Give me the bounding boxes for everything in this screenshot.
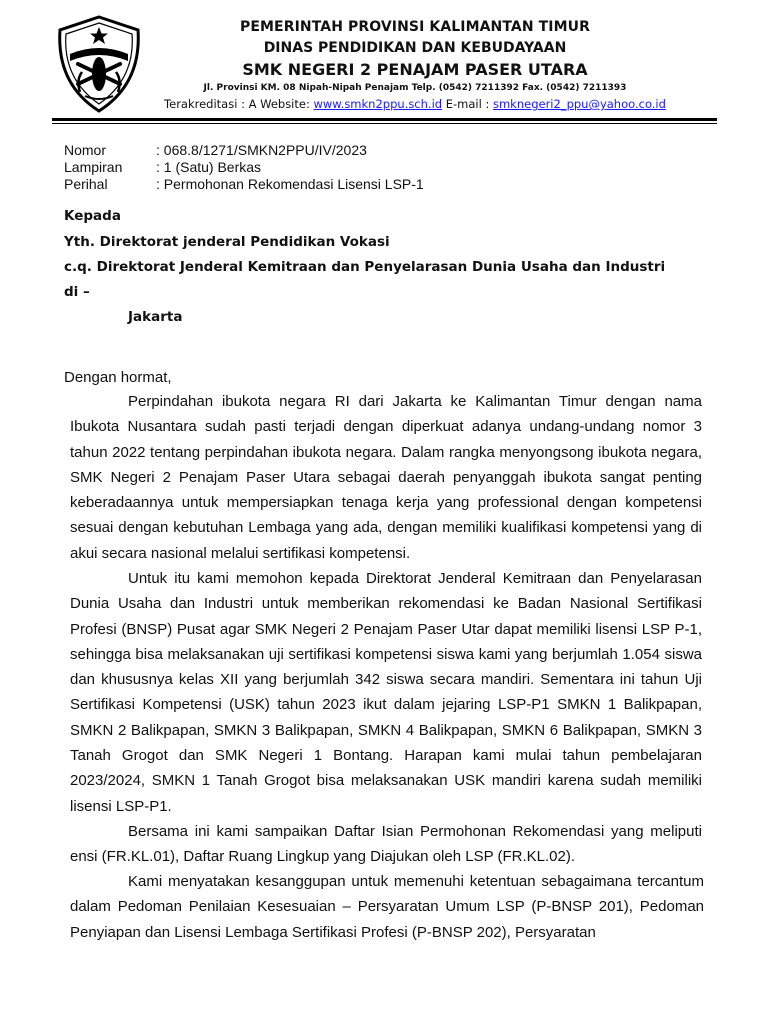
meta-lampiran (64, 159, 261, 176)
meta-perihal-label: Perihal (64, 176, 108, 192)
email-label: E-mail : (442, 97, 493, 111)
greeting: Dengan hormat, (64, 369, 172, 386)
body-paragraph-1: Perpindahan ibukota negara RI dari Jakarta ke Kalimantan Timur dengan nama Ibukota Nusantara sudah pasti terjadi dengan diperkuat adanya undang-undang nomor 3 tahun 2022 tentang perpindahan ibukota negara. Dalam rangka menyongsong ibukota negara, SMK Negeri 2 Penajam Paser Utara sebagai daerah penyanggah ibukota sangat penting keberadaannya untuk mempersiapkan tenaga kerja yang professional dengan kompetensi sesuai dengan kebutuhan Lembaga yang ada, dengan memiliki kualifikasi kompetensi yang di akui secara nasional melalui sertifikasi kompetensi. (70, 393, 702, 562)
meta-lampiran-label: Lampiran (64, 159, 123, 175)
body-paragraph-4: Kami menyatakan kesanggupan untuk memenuhi ketentuan sebagaimana tercantum dalam Pedoman Penilaian Kesesuaian – Persyaratan Umum LSP (P-BNSP 201), Pedoman Penyiapan dan Lisensi Lembaga Sertifikasi Profesi (P-BNSP 202), Persyaratan (70, 873, 704, 941)
letterhead-address: Jl. Provinsi KM. 08 Nipah-Nipah Penajam Telp. (0542) 7211392 Fax. (0542) 7211393 (203, 83, 627, 93)
letterhead-government: PEMERINTAH PROVINSI KALIMANTAN TIMUR (239, 19, 591, 35)
recipient-cq: c.q. Direktorat Jenderal Kemitraan dan Penyelarasan Dunia Usaha dan Industri (64, 259, 666, 275)
letterhead-contact (150, 97, 680, 111)
accreditation-text: Terakreditasi : A Website: (164, 97, 314, 111)
recipient-kepada: Kepada (64, 208, 121, 224)
recipient-di: di – (64, 284, 90, 300)
letterhead-rule-thick (52, 118, 717, 121)
meta-perihal-value: : Permohonan Rekomendasi Lisensi LSP-1 (156, 176, 424, 192)
body-paragraph-3: Bersama ini kami sampaikan Daftar Isian Permohonan Rekomendasi yang meliputi ensi (FR.KL.01), Daftar Ruang Lingkup yang Diajukan oleh LSP (FR.KL.02). (70, 823, 702, 866)
meta-lampiran-value: : 1 (Satu) Berkas (156, 159, 262, 175)
meta-nomor-value: : 068.8/1271/SMKN2PPU/IV/2023 (156, 142, 367, 158)
email-link[interactable]: smknegeri2_ppu@yahoo.co.id (492, 97, 666, 111)
website-link[interactable]: www.smkn2ppu.sch.id (313, 97, 443, 111)
recipient-directorate: Yth. Direktorat jenderal Pendidikan Vokasi (64, 234, 390, 250)
meta-perihal (64, 176, 424, 193)
letterhead-department: DINAS PENDIDIKAN DAN KEBUDAYAAN (263, 40, 567, 56)
letterhead-school-name: SMK NEGERI 2 PENAJAM PASER UTARA (242, 60, 588, 79)
meta-nomor (64, 142, 367, 159)
letterhead-rule-thin (52, 123, 717, 124)
province-emblem-icon (52, 14, 146, 114)
body-paragraph-2: Untuk itu kami memohon kepada Direktorat Jenderal Kemitraan dan Penyelarasan Dunia Usaha dan Industri untuk memberikan rekomendasi ke Badan Nasional Sertifikasi Profesi (BNSP) Pusat agar SMK Negeri 2 Penajam Paser Utar dapat memiliki lisensi LSP P-1, sehingga bisa melaksanakan uji sertifikasi kompetensi siswa kami yang berjumlah 1.054 siswa dan khususnya kelas XII yang berjumlah 342 siswa secara mandiri. Sementara ini tahun Uji Sertifikasi Kompetensi (USK) tahun 2023 ikut dalam jejaring LSP-P1 SMKN 1 Balikpapan, SMKN 2 Balikpapan, SMKN 3 Balikpapan, SMKN 4 Balikpapan, SMKN 6 Balikpapan, SMKN 3 Tanah Grogot dan SMK Negeri 1 Bontang. Harapan kami mulai tahun pembelajaran 2023/2024, SMKN 1 Tanah Grogot bisa melaksanakan USK mandiri karena sudah memiliki lisensi LSP-P1. (70, 570, 702, 815)
meta-nomor-label: Nomor (64, 142, 107, 158)
recipient-city: Jakarta (128, 309, 183, 325)
